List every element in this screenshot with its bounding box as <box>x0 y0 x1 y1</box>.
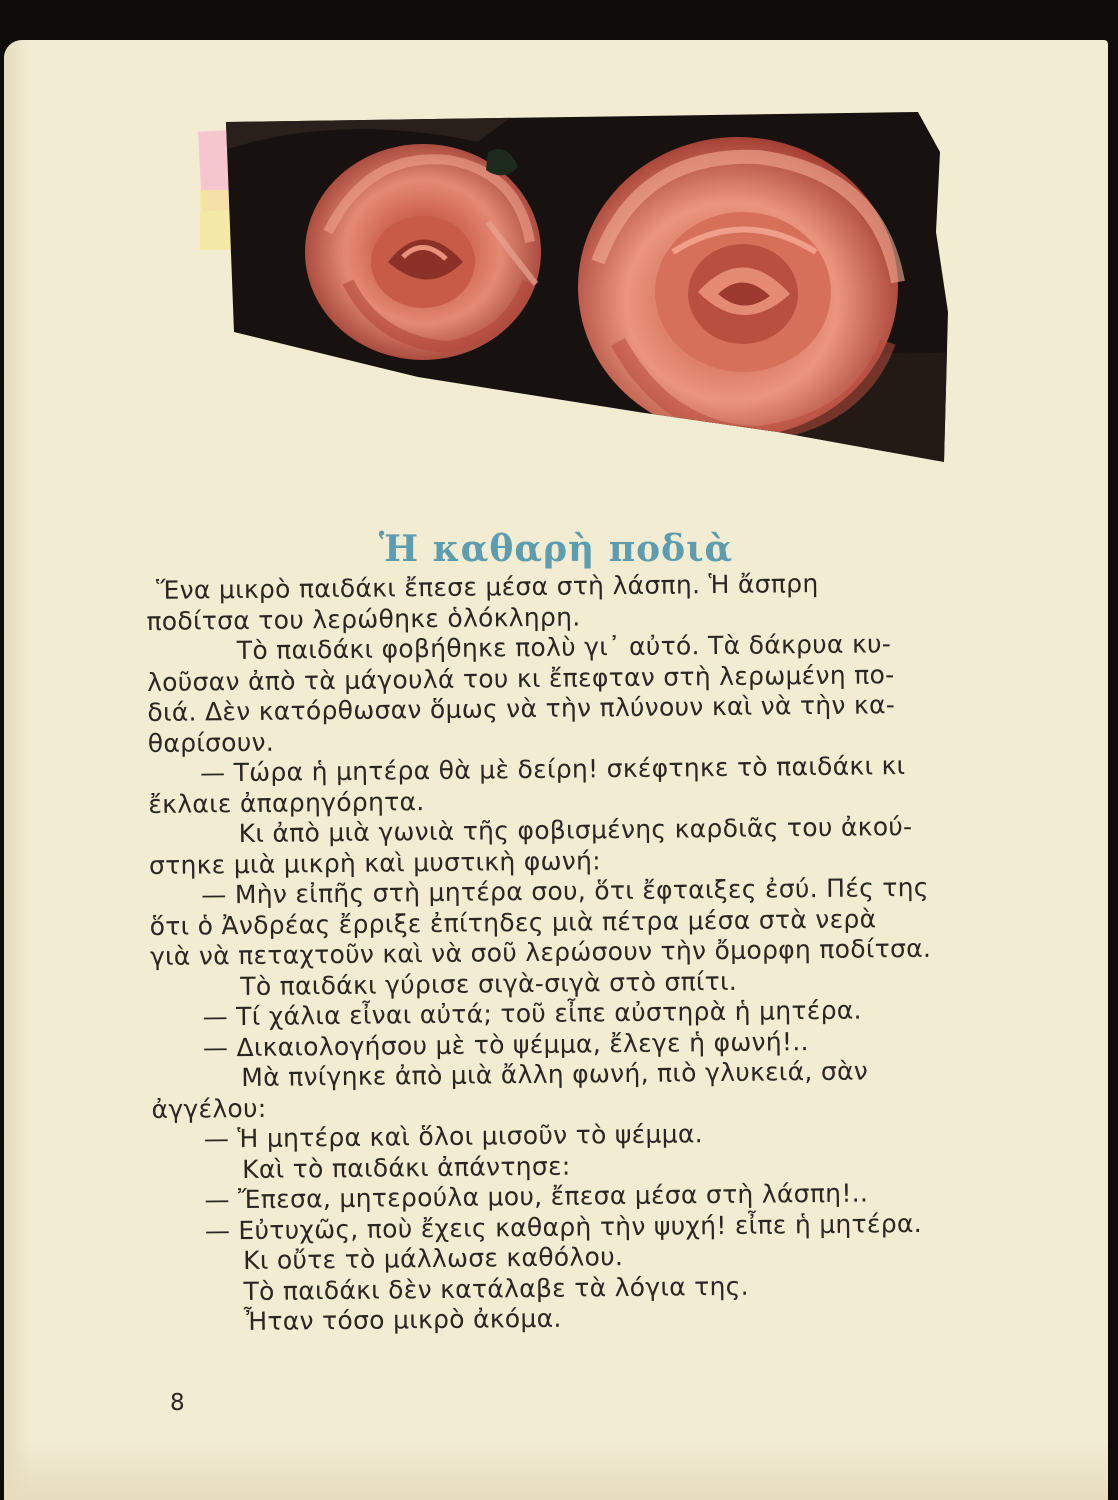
page-bottom-edge <box>4 1440 1108 1500</box>
story-line: Καὶ τὸ παιδάκι ἀπάντησε: <box>242 1151 571 1184</box>
story-line: — Τί χάλια εἶναι αὐτά; τοῦ εἶπε αὐστηρὰ ἡ μητέρα. <box>202 995 862 1032</box>
story-line: — Μὴν εἰπῆς στὴ μητέρα σου, ὅτι ἔφταιξες ἐσύ. Πές της <box>201 872 929 910</box>
story-line: Ἦταν τόσο μικρὸ ἀκόμα. <box>243 1303 562 1337</box>
story-line: Τὸ παιδάκι γύρισε σιγὰ-σιγὰ στὸ σπίτι. <box>240 966 738 1001</box>
story-line: Τὸ παιδάκι δὲν κατάλαβε τὰ λόγια της. <box>243 1271 750 1306</box>
story-line: — Ἡ μητέρα καὶ ὅλοι μισοῦν τὸ ψέμμα. <box>203 1119 704 1154</box>
story-line: διά. Δὲν κατόρθωσαν ὅμως νὰ τὴν πλύνουν καὶ νὰ τὴν κα- <box>147 690 896 727</box>
story-line: Μὰ πνίγηκε ἀπὸ μιὰ ἄλλη φωνή, πιὸ γλυκειά, σὰν <box>241 1056 869 1093</box>
story-line: Κι οὔτε τὸ μάλλωσε καθόλου. <box>243 1242 624 1276</box>
story-text <box>146 567 1054 1339</box>
story-line: ἔκλαιε ἀπαρηγόρητα. <box>148 786 425 819</box>
roses-illustration <box>218 112 948 462</box>
right-rose <box>578 137 898 437</box>
left-rose <box>305 144 541 360</box>
story-line: γιὰ νὰ πεταχτοῦν καὶ νὰ σοῦ λερώσουν τὴν ὄμορφη ποδίτσα. <box>149 933 932 971</box>
story-line: ἀγγέλου: <box>151 1093 267 1124</box>
story-line: ποδίτσα του λερώθηκε ὁλόκληρη. <box>146 601 581 636</box>
story-line: λοῦσαν ἀπὸ τὰ μάγουλά του κι ἔπεφταν στὴ λερωμένη πο- <box>146 659 895 697</box>
story-line: — Δικαιολογήσου μὲ τὸ ψέμμα, ἔλεγε ἡ φωνή!.. <box>202 1026 809 1062</box>
story-line: ὅτι ὁ Ἀνδρέας ἔρριξε ἐπίτηδες μιὰ πέτρα μέσα στὰ νερὰ <box>149 903 877 941</box>
story-line: — Ἔπεσα, μητερούλα μου, ἔπεσα μέσα στὴ λάσπη!.. <box>204 1178 869 1215</box>
story-line: θαρίσουν. <box>147 727 275 758</box>
story-line: Κι ἀπὸ μιὰ γωνιὰ τῆς φοβισμένης καρδιᾶς του ἀκού- <box>238 811 913 849</box>
story-line: — Τώρα ἡ μητέρα θὰ μὲ δείρη! σκέφτηκε τὸ παιδάκι κι <box>199 751 906 788</box>
page-gutter-shade <box>4 40 30 1500</box>
story-title: Ἡ καθαρὴ ποδιὰ <box>378 528 734 570</box>
roses-photo <box>218 112 948 462</box>
book-page <box>4 40 1108 1500</box>
story-line: — Εὐτυχῶς, ποὺ ἔχεις καθαρὴ τὴν ψυχή! εἶπε ἡ μητέρα. <box>204 1208 923 1245</box>
story-line: Τὸ παιδάκι φοβήθηκε πολὺ γι᾽ αὐτό. Τὰ δάκρυα κυ- <box>236 629 892 666</box>
story-line: Ἕνα μικρὸ παιδάκι ἔπεσε μέσα στὴ λάσπη. Ἡ ἄσπρη <box>155 568 819 605</box>
page-number: 8 <box>170 1390 185 1416</box>
story-line: στηκε μιὰ μικρὴ καὶ μυστικὴ φωνή: <box>148 845 602 880</box>
